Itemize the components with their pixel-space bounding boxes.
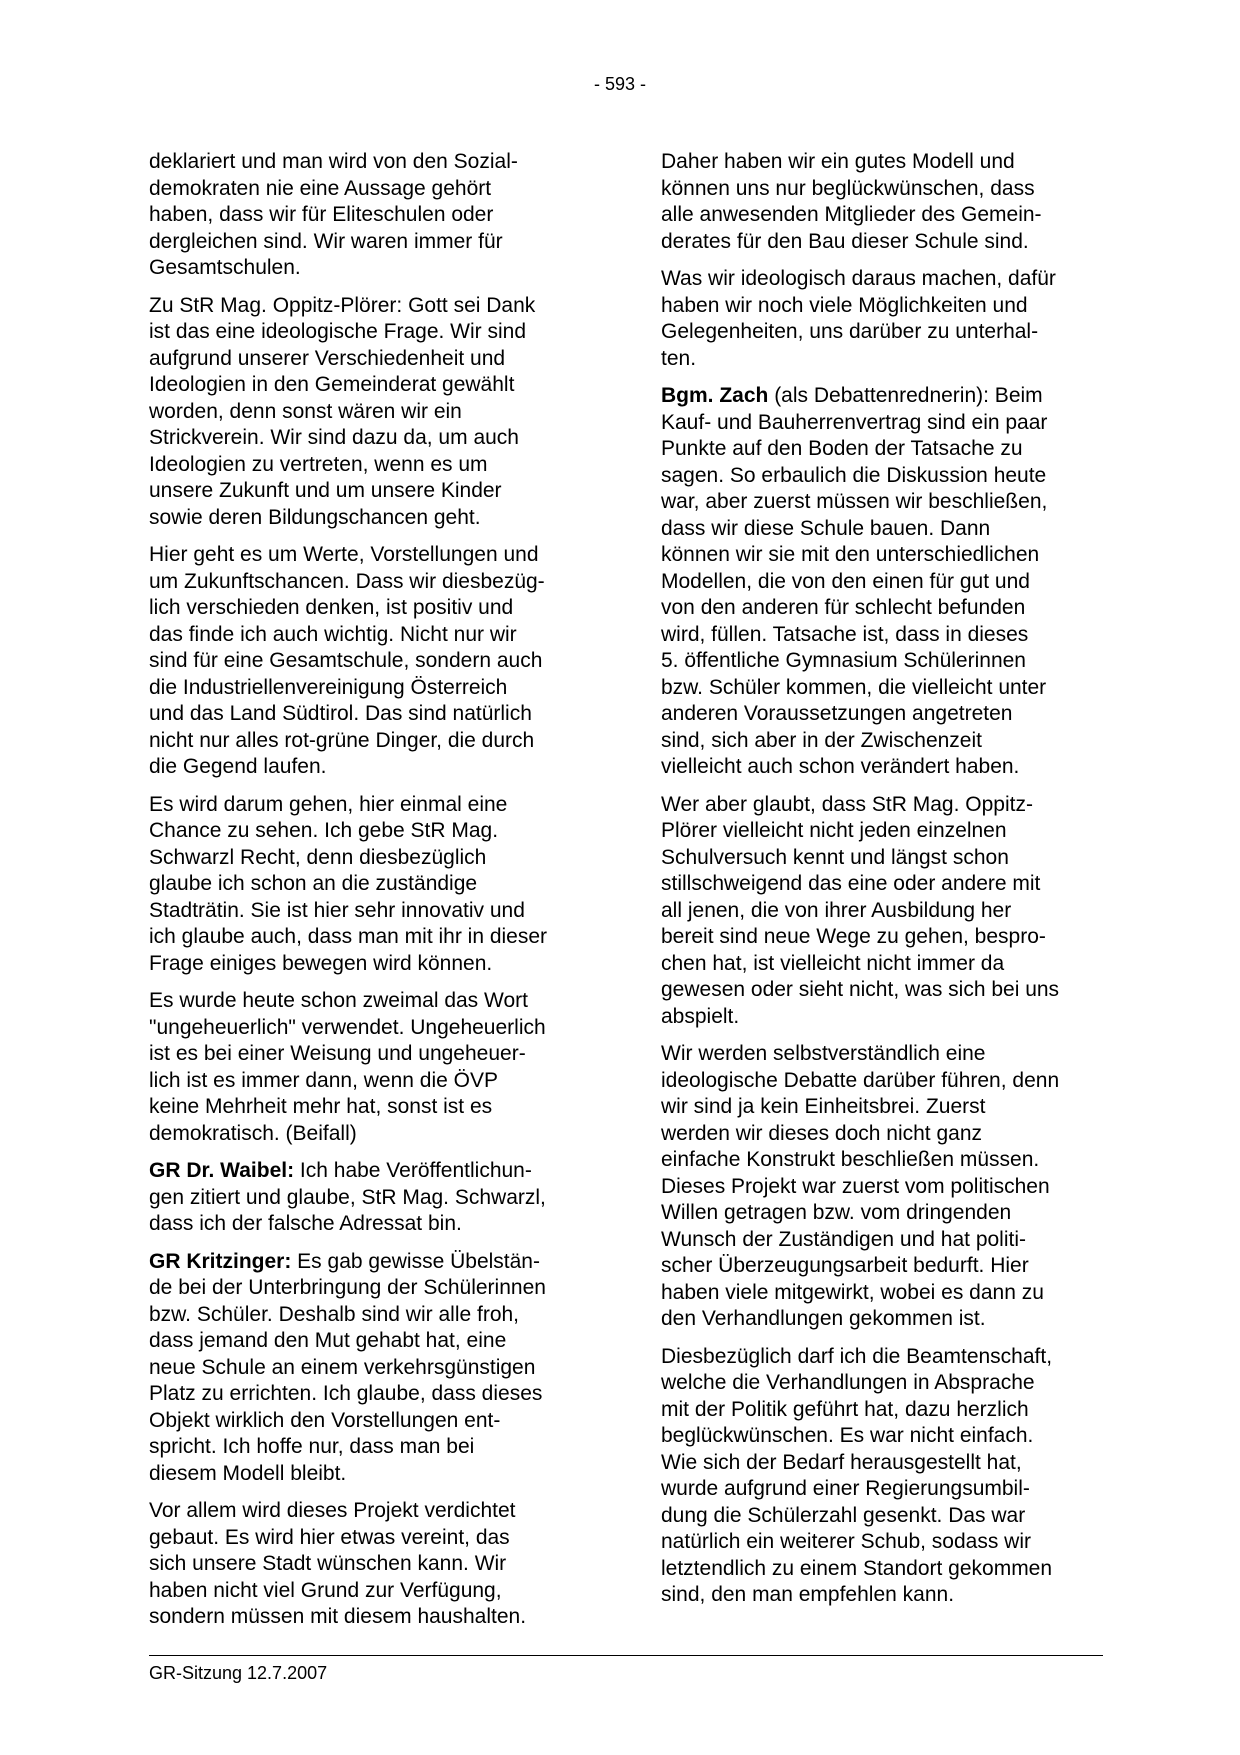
paragraph (661, 1344, 1106, 1609)
paragraph (149, 1498, 594, 1631)
paragraph-text: Zu StR Mag. Oppitz-Plörer: Gott sei Dank ist das eine ideologische Frage. Wir sind aufgrund unserer Verschiedenheit und Ideologien in den Gemeinderat gewählt worden, denn sonst wären wir ein Strickverein. Wir sind dazu da, um auch Ideologien zu vertreten, wenn es um unsere Zukunft und um unsere Kinder sowie deren Bildungschancen geht. (149, 293, 536, 529)
paragraph (661, 383, 1106, 781)
paragraph-text: Wer aber glaubt, dass StR Mag. Oppitz- Plörer vielleicht nicht jeden einzelnen Schulversuch kennt und längst schon stillschweigend das eine oder andere mit all jenen, die von ihrer Ausbildung her bereit sind neue Wege zu gehen, bespro- chen hat, ist vielleicht nicht immer da gewesen oder sieht nicht, was sich bei uns abspielt. (661, 792, 1060, 1028)
paragraph (149, 792, 594, 978)
right-column (661, 149, 1106, 1620)
paragraph-text: deklariert und man wird von den Sozial- demokraten nie eine Aussage gehört haben, dass wir für Eliteschulen oder dergleichen sind. Wir waren immer für Gesamtschulen. (149, 150, 518, 279)
page-number: - 593 - (593, 74, 647, 94)
paragraph (661, 149, 1106, 255)
paragraph-text: Hier geht es um Werte, Vorstellungen und um Zukunftschancen. Dass wir diesbezüg- lich verschieden denken, ist positiv und das finde ich auch wichtig. Nicht nur wir sind für eine Gesamtschule, sondern auch die Industriellenvereinigung Österreich und das Land Südtirol. Das sind natürlich nicht nur alles rot-grüne Dinger, die durch die Gegend laufen. (149, 543, 545, 778)
paragraph-text: Es gab gewisse Übelstän- de bei der Unterbringung der Schülerinnen bzw. Schüler. Deshalb sind wir alle froh, dass jemand den Mut gehabt hat, eine neue Schule an einem verkehrsgünstigen Platz zu errichten. Ich glaube, dass dieses Objekt wirklich den Vorstellungen ent- spricht. Ich hoffe nur, dass man bei diesem Modell bleibt. (149, 1249, 546, 1485)
paragraph (149, 1249, 594, 1488)
speaker-name: GR Dr. Waibel: (149, 1159, 295, 1182)
paragraph (149, 542, 594, 781)
footer-text: GR-Sitzung 12.7.2007 (149, 1663, 328, 1683)
paragraph-text: Ich habe Veröffentlichun- gen zitiert und glaube, StR Mag. Schwarzl, dass ich der falsche Adressat bin. (149, 1159, 546, 1235)
paragraph-text: (als Debattenrednerin): Beim Kauf- und Bauherrenvertrag sind ein paar Punkte auf den Boden der Tatsache zu sagen. So erbaulich die Diskussion heute war, aber zuerst müssen wir beschließen, dass wir diese Schule bauen. Dann können wir sie mit den unterschiedlichen Modellen, die von den einen für gut und von den anderen für schlecht befunden wird, füllen. Tatsache ist, dass in dieses 5. öffentliche Gymnasium Schülerinnen bzw. Schüler kommen, die vielleicht unter anderen Voraussetzungen angetreten sind, sich aber in der Zwischenzeit vielleicht auch schon verändert haben. (661, 384, 1048, 778)
paragraph-text: Was wir ideologisch daraus machen, dafür haben wir noch viele Möglichkeiten und Gelegenheiten, uns darüber zu unterhal- ten. (661, 267, 1056, 370)
footer-divider (149, 1655, 1103, 1656)
paragraph (149, 1158, 594, 1238)
speaker-name: Bgm. Zach (661, 384, 769, 407)
paragraph-text: Daher haben wir ein gutes Modell und können uns nur beglückwünschen, dass alle anwesenden Mitglieder des Gemein- derates für den Bau dieser Schule sind. (661, 150, 1042, 253)
paragraph (149, 149, 594, 282)
paragraph (661, 1041, 1106, 1333)
paragraph-text: Es wird darum gehen, hier einmal eine Chance zu sehen. Ich gebe StR Mag. Schwarzl Recht, denn diesbezüglich glaube ich schon an die zuständige Stadträtin. Sie ist hier sehr innovativ und ich glaube auch, dass man mit ihr in dieser Frage einiges bewegen wird können. (149, 792, 548, 975)
paragraph-text: Diesbezüglich darf ich die Beamtenschaft, welche die Verhandlungen in Absprache mit der Politik geführt hat, dazu herzlich beglückwünschen. Es war nicht einfach. Wie sich der Bedarf herausgestellt hat, wurde aufgrund einer Regierungsumbil- dung die Schülerzahl gesenkt. Das war natürlich ein weiterer Schub, sodass wir letztendlich zu einem Standort gekommen sind, den man empfehlen kann. (661, 1344, 1053, 1606)
paragraph (661, 266, 1106, 372)
left-column (149, 149, 594, 1642)
paragraph-text: Vor allem wird dieses Projekt verdichtet gebaut. Es wird hier etwas vereint, das sich unsere Stadt wünschen kann. Wir haben nicht viel Grund zur Verfügung, sondern müssen mit diesem haushalten. (149, 1499, 527, 1628)
speaker-name: GR Kritzinger: (149, 1249, 292, 1273)
paragraph-text: Es wurde heute schon zweimal das Wort "ungeheuerlich" verwendet. Ungeheuerlich ist es bei einer Weisung und ungeheuer- lich ist es immer dann, wenn die ÖVP keine Mehrheit mehr hat, sonst ist es demokratisch. (Beifall) (149, 989, 546, 1145)
paragraph-text: Wir werden selbstverständlich eine ideologische Debatte darüber führen, denn wir sind ja kein Einheitsbrei. Zuerst werden wir dieses doch nicht ganz einfache Konstrukt beschließen müssen. Dieses Projekt war zuerst vom politischen Willen getragen bzw. vom dringenden Wunsch der Zuständigen und hat politi- scher Überzeugungsarbeit bedurft. Hier haben viele mitgewirkt, wobei es dann zu den Verhandlungen gekommen ist. (661, 1042, 1060, 1330)
paragraph (149, 988, 594, 1147)
paragraph (661, 792, 1106, 1031)
paragraph (149, 293, 594, 532)
